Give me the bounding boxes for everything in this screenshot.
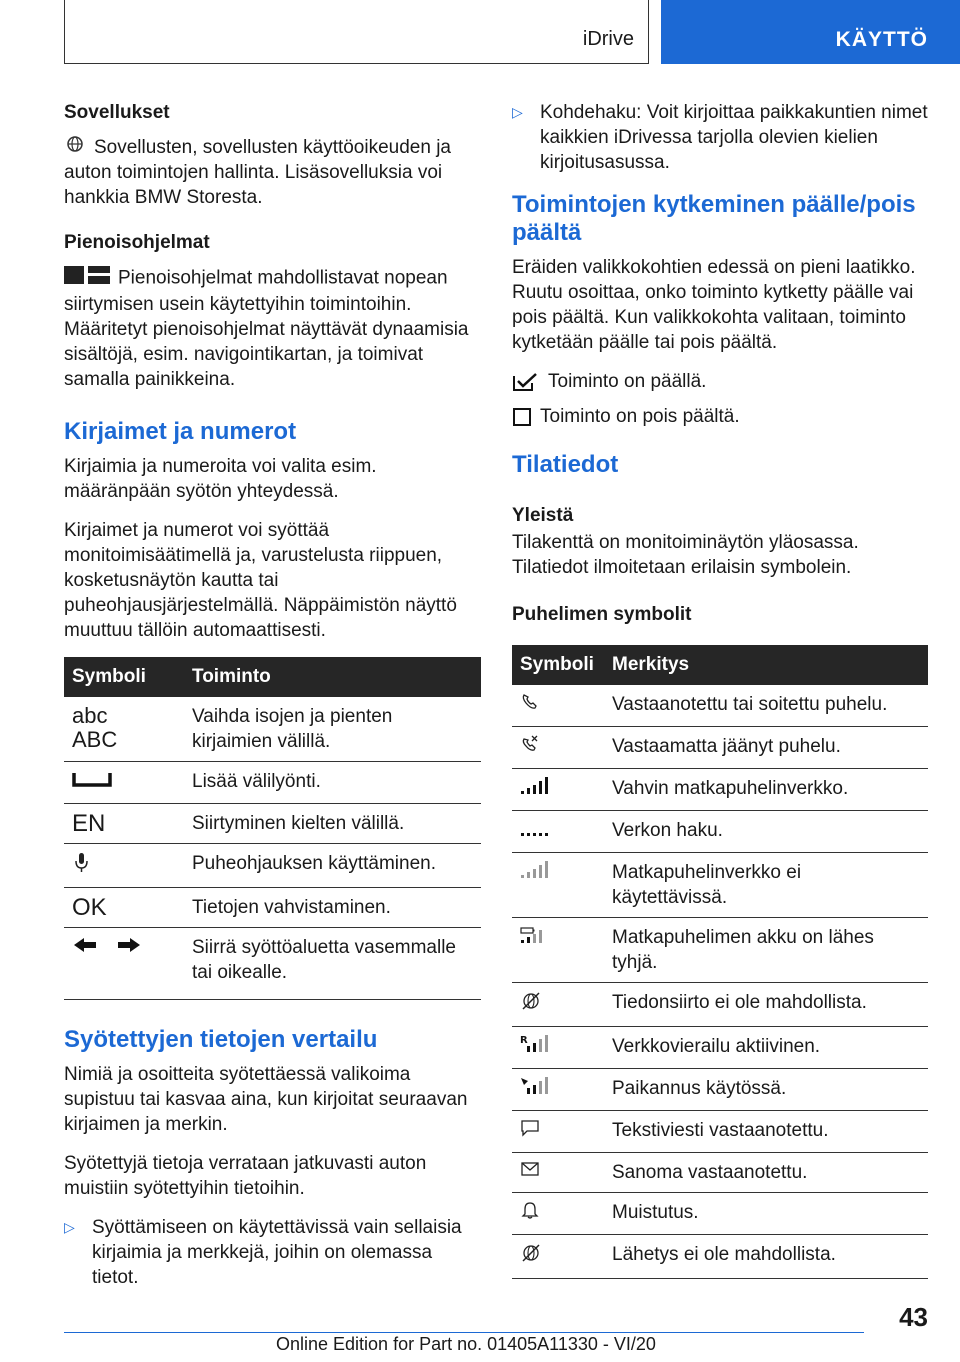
table-row bbox=[512, 1193, 928, 1235]
table-header-symbol: Symboli bbox=[512, 645, 604, 685]
table-row bbox=[512, 853, 928, 918]
table-row bbox=[64, 928, 481, 1000]
bell-icon bbox=[512, 1193, 604, 1235]
table-cell: Puheohjauksen käyttäminen. bbox=[184, 844, 481, 888]
table-row bbox=[512, 1027, 928, 1069]
phone-symbol-table bbox=[512, 645, 928, 1279]
status-heading: Tilatiedot bbox=[512, 451, 619, 478]
no-data-icon bbox=[512, 983, 604, 1027]
header-section-tab bbox=[64, 0, 649, 64]
letters-paragraph-2: Kirjaimet ja numerot voi syöttää monitoimisäätimellä ja, varustelusta riippuen, kosketusnäytön kautta tai puheohjausjärjestelmällä. Näppäimistön näyttö muuttuu tällöin automaattisesti. bbox=[64, 520, 457, 642]
table-row bbox=[512, 1069, 928, 1111]
widgets-heading: Pienoisohjelmat bbox=[64, 232, 210, 254]
table-cell: Verkon haku. bbox=[604, 811, 928, 853]
compare-paragraph-2: Syötettyjä tietoja verrataan jatkuvasti auton muistiin syötettyihin tietoihin. bbox=[64, 1153, 427, 1200]
compare-paragraph-1: Nimiä ja osoitteita syötettäessä valikoima supistuu tai kasvaa aina, kun kirjoitat seuraavan kirjaimen ja merkin. bbox=[64, 1064, 468, 1136]
header-chapter-label: KÄYTTÖ bbox=[835, 28, 928, 51]
header-chapter-tab bbox=[661, 0, 960, 64]
general-paragraph: Tilakenttä on monitoiminäytön yläosassa. Tilatiedot ilmoitetaan erilaisin symbolein. bbox=[512, 532, 859, 578]
table-cell: Vastaamatta jäänyt puhelu. bbox=[604, 727, 928, 769]
destination-search-text: Kohdehaku: Voit kirjoittaa paikkakuntien nimet kaikkien iDrivessa tarjolla olevien kielien kirjoitusasussa. bbox=[540, 102, 928, 173]
table-row bbox=[512, 811, 928, 853]
ok-icon: OK bbox=[64, 888, 184, 928]
footer-divider bbox=[64, 1332, 864, 1333]
right-column bbox=[512, 100, 928, 1299]
bullet-triangle-icon: ▷ bbox=[512, 104, 523, 120]
table-row bbox=[64, 888, 481, 928]
table-row bbox=[512, 1111, 928, 1153]
compare-bullet bbox=[64, 1215, 481, 1290]
widgets-paragraph bbox=[64, 265, 481, 392]
table-cell: Paikannus käytössä. bbox=[604, 1069, 928, 1111]
table-row bbox=[512, 983, 928, 1027]
table-cell: Vaihda isojen ja pienten kirjaimien välillä. bbox=[184, 697, 481, 762]
checkbox-empty-icon bbox=[512, 407, 540, 427]
language-icon: EN bbox=[64, 804, 184, 844]
arrow-left-right-icon bbox=[64, 928, 184, 1000]
space-bar-icon bbox=[64, 762, 184, 804]
table-header-meaning: Merkitys bbox=[604, 645, 928, 685]
phone-symbols-heading: Puhelimen symbolit bbox=[512, 604, 692, 625]
table-row bbox=[64, 762, 481, 804]
table-row bbox=[512, 727, 928, 769]
svg-text:R: R bbox=[520, 1035, 528, 1046]
toggle-heading: Toimintojen kytkeminen päälle/pois päältä bbox=[512, 191, 916, 246]
abc-abc-case-icon: abc ABC bbox=[64, 697, 184, 762]
toggle-paragraph: Eräiden valikkokohtien edessä on pieni laatikko. Ruutu osoittaa, onko toiminto kytketty päälle vai pois päältä. Kun valikkokohta valitaan, toiminto kytketään päälle tai pois päältä. bbox=[512, 257, 916, 353]
table-row bbox=[64, 697, 481, 762]
function-on-text: Toiminto on päällä. bbox=[548, 371, 707, 392]
signal-strength-icon bbox=[512, 769, 604, 811]
table-cell: Siirrä syöttöaluetta vasemmalle tai oikealle. bbox=[184, 928, 481, 1000]
table-row bbox=[64, 844, 481, 888]
table-row bbox=[64, 804, 481, 844]
table-row bbox=[512, 1153, 928, 1193]
header-section-label: iDrive bbox=[582, 28, 634, 50]
destination-search-bullet bbox=[512, 100, 928, 175]
no-network-icon bbox=[512, 853, 604, 918]
table-row bbox=[512, 918, 928, 983]
incoming-call-icon bbox=[512, 685, 604, 727]
page-number: 43 bbox=[899, 1302, 928, 1332]
low-battery-icon bbox=[512, 918, 604, 983]
table-cell: Tietojen vahvistaminen. bbox=[184, 888, 481, 928]
function-on-line bbox=[512, 369, 928, 394]
table-header-symbol: Symboli bbox=[64, 657, 184, 697]
location-icon bbox=[512, 1069, 604, 1111]
table-row bbox=[512, 685, 928, 727]
widgets-icon bbox=[64, 265, 110, 292]
apps-icon bbox=[64, 135, 86, 160]
table-cell: Matkapuhelimen akku on lähes tyhjä. bbox=[604, 918, 928, 983]
table-cell: Matkapuhelinverkko ei käytettävissä. bbox=[604, 853, 928, 918]
function-off-line bbox=[512, 404, 928, 429]
apps-paragraph bbox=[64, 135, 481, 210]
keyboard-symbol-table bbox=[64, 657, 481, 1000]
bullet-triangle-icon: ▷ bbox=[64, 1219, 75, 1236]
general-heading: Yleistä bbox=[512, 505, 574, 526]
compare-bullet-text: Syöttämiseen on käytettävissä vain sellaisia kirjaimia ja merkkejä, joihin on olemassa tietot. bbox=[92, 1217, 462, 1289]
table-cell: Verkkovierailu aktiivinen. bbox=[604, 1027, 928, 1069]
function-off-text: Toiminto on pois päältä. bbox=[540, 406, 740, 427]
letters-heading: Kirjaimet ja numerot bbox=[64, 418, 297, 446]
apps-text: Sovellusten, sovellusten käyttöoikeuden ja auton toimintojen hallinta. Lisäsovelluksia voi hankkia BMW Storesta. bbox=[64, 137, 452, 209]
table-cell: Tiedonsiirto ei ole mahdollista. bbox=[604, 983, 928, 1027]
text-message-icon bbox=[512, 1111, 604, 1153]
table-cell: Tekstiviesti vastaanotettu. bbox=[604, 1111, 928, 1153]
network-search-icon bbox=[512, 811, 604, 853]
no-send-icon bbox=[512, 1235, 604, 1279]
left-column bbox=[64, 100, 481, 1300]
roaming-icon bbox=[512, 1027, 604, 1069]
table-cell: Lisää välilyönti. bbox=[184, 762, 481, 804]
checkbox-checked-icon bbox=[512, 372, 548, 392]
table-cell: Lähetys ei ole mahdollista. bbox=[604, 1235, 928, 1279]
table-row bbox=[512, 1235, 928, 1279]
widgets-text: Pienoisohjelmat mahdollistavat nopean siirtymisen usein käytettyihin toimintoihin. Määritetyt pienoisohjelmat näyttävät dynaamisia sisältöjä, esim. navigointikartan, ja toimivat samalla painikkeina. bbox=[64, 268, 469, 391]
apps-heading: Sovellukset bbox=[64, 102, 170, 123]
letters-paragraph-1: Kirjaimia ja numeroita voi valita esim. määränpään syötön yhteydessä. bbox=[64, 456, 377, 503]
table-cell: Muistutus. bbox=[604, 1193, 928, 1235]
table-cell: Sanoma vastaanotettu. bbox=[604, 1153, 928, 1193]
microphone-icon bbox=[64, 844, 184, 888]
table-header-function: Toiminto bbox=[184, 657, 481, 697]
envelope-icon bbox=[512, 1153, 604, 1193]
table-cell: Siirtyminen kielten välillä. bbox=[184, 804, 481, 844]
footer-edition: Online Edition for Part no. 01405A11330 - VI/20 bbox=[276, 1334, 656, 1354]
table-cell: Vahvin matkapuhelinverkko. bbox=[604, 769, 928, 811]
table-row bbox=[512, 769, 928, 811]
missed-call-icon bbox=[512, 727, 604, 769]
compare-heading: Syötettyjen tietojen vertailu bbox=[64, 1026, 378, 1054]
table-cell: Vastaanotettu tai soitettu puhelu. bbox=[604, 685, 928, 727]
